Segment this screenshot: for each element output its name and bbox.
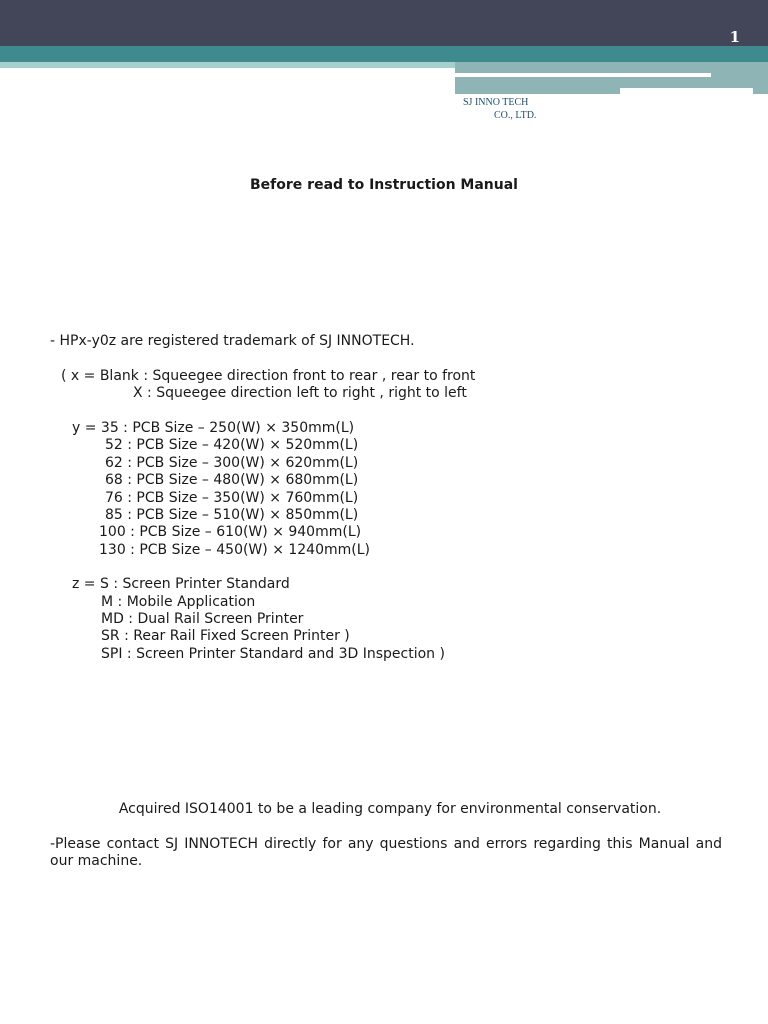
y-definition-line: 68 : PCB Size – 480(W) × 680mm(L) — [105, 472, 359, 488]
y-definition-line: 52 : PCB Size – 420(W) × 520mm(L) — [105, 437, 359, 453]
z-definition-line: SR : Rear Rail Fixed Screen Printer ) — [101, 628, 350, 644]
y-definition-line: 85 : PCB Size – 510(W) × 850mm(L) — [105, 507, 359, 523]
header-white-line — [455, 73, 711, 77]
company-line1: SJ INNO TECH — [463, 97, 529, 108]
company-name — [463, 96, 536, 122]
trademark-line: - HPx-y0z are registered trademark of SJ INNOTECH. — [50, 333, 415, 349]
y-definition-line: y = 35 : PCB Size – 250(W) × 350mm(L) — [72, 420, 355, 436]
company-line2: CO., LTD. — [494, 110, 537, 121]
y-definition-line: 100 : PCB Size – 610(W) × 940mm(L) — [99, 524, 362, 540]
header-dark-band — [0, 0, 768, 46]
x-definition-line1: ( x = Blank : Squeegee direction front to rear , rear to front — [61, 368, 476, 384]
y-definition-line: 62 : PCB Size – 300(W) × 620mm(L) — [105, 455, 359, 471]
page-number: 1 — [729, 28, 740, 46]
z-definition-line: SPI : Screen Printer Standard and 3D Inspection ) — [101, 646, 445, 662]
header-white-box — [620, 88, 753, 98]
x-definition-line2: X : Squeegee direction left to right , right to left — [133, 385, 467, 401]
contact-statement: -Please contact SJ INNOTECH directly for any questions and errors regarding this Manual and our machine. — [50, 836, 722, 869]
y-definition-line: 130 : PCB Size – 450(W) × 1240mm(L) — [99, 542, 370, 558]
y-definition-line: 76 : PCB Size – 350(W) × 760mm(L) — [105, 490, 359, 506]
page-title: Before read to Instruction Manual — [250, 177, 518, 193]
iso-statement: Acquired ISO14001 to be a leading company for environmental conservation. — [118, 801, 662, 817]
header-light-band — [0, 62, 455, 68]
z-definition-line: M : Mobile Application — [101, 594, 256, 610]
header-teal-band — [0, 46, 768, 62]
z-definition-line: MD : Dual Rail Screen Printer — [101, 611, 304, 627]
z-definition-line: z = S : Screen Printer Standard — [72, 576, 290, 592]
